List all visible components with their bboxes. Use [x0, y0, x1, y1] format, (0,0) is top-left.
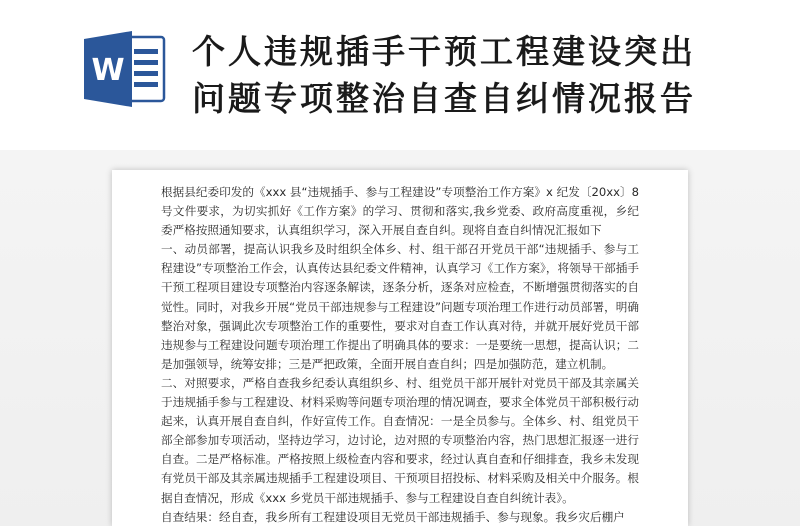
document-body	[161, 183, 639, 526]
paragraph-intro: 根据县纪委印发的《xxx 县“违规插手、参与工程建设”专项整治工作方案》x 纪发〔20xx〕8号文件要求，为切实抓好《工作方案》的学习、贯彻和落实,我乡党委、政府高度重视，乡纪委严格按照通知要求，认真组织学习，深入开展自查自纠。现将自查自纠情况汇报如下	[161, 185, 639, 238]
paragraph-result: 自查结果：经自查，我乡所有工程建设项目无党员干部违规插手、参与现象。我乡灾后棚户	[161, 509, 625, 524]
paragraph-section-2: 二、对照要求，严格自查我乡纪委认真组织乡、村、组党员干部开展针对党员干部及其亲属关于违规插手参与工程建设、材料采购等问题专项治理的情况调查，要求全体党员干部积极行动起来，认真开展自查自纠，作好宣传工作。自查情况：一是全员参与。全体乡、村、组党员干部全部参加专项活动，坚持边学习，边讨论，边对照的专项整治内容，热门思想汇报逐一进行自查。二是严格标准。严格按照上级检查内容和要求，经过认真自查和仔细排查，我乡未发现有党员干部及其亲属违规插手工程建设项目、干预项目招投标、材料采购及相关中介服务。根据自查情况，形成《xxx 乡党员干部违规插手、参与工程建设自查自纠统计表》。	[161, 375, 639, 505]
header	[0, 0, 800, 150]
title-line-2: 问题专项整治自查自纠情况报告	[192, 79, 696, 118]
word-document-icon	[84, 31, 166, 107]
page-title	[192, 28, 782, 122]
document-page	[112, 170, 688, 526]
title-line-1: 个人违规插手干预工程建设突出	[192, 32, 696, 71]
word-icon-letter: W	[91, 53, 125, 88]
paragraph-section-1: 一、动员部署，提高认识我乡及时组织全体乡、村、组干部召开党员干部“违规插手、参与工程建设”专项整治工作会，认真传达县纪委文件精神，认真学习《工作方案》，将领导干部插手干预工程项目建设专项整治内容逐条解读，逐条分析，逐条对应检查，不断增强贯彻落实的自觉性。同时，对我乡开展“党员干部违规参与工程建设”问题专项治理工作进行动员部署，明确整治对象，强调此次专项整治工作的重要性，要求对自查工作认真对待，并就开展好党员干部违规参与工程建设问题专项治理工作提出了明确具体的要求：一是要统一思想，提高认识；二是加强领导，统筹安排；三是严把政策，全面开展自查自纠；四是加强防范，建立机制。	[161, 242, 639, 371]
